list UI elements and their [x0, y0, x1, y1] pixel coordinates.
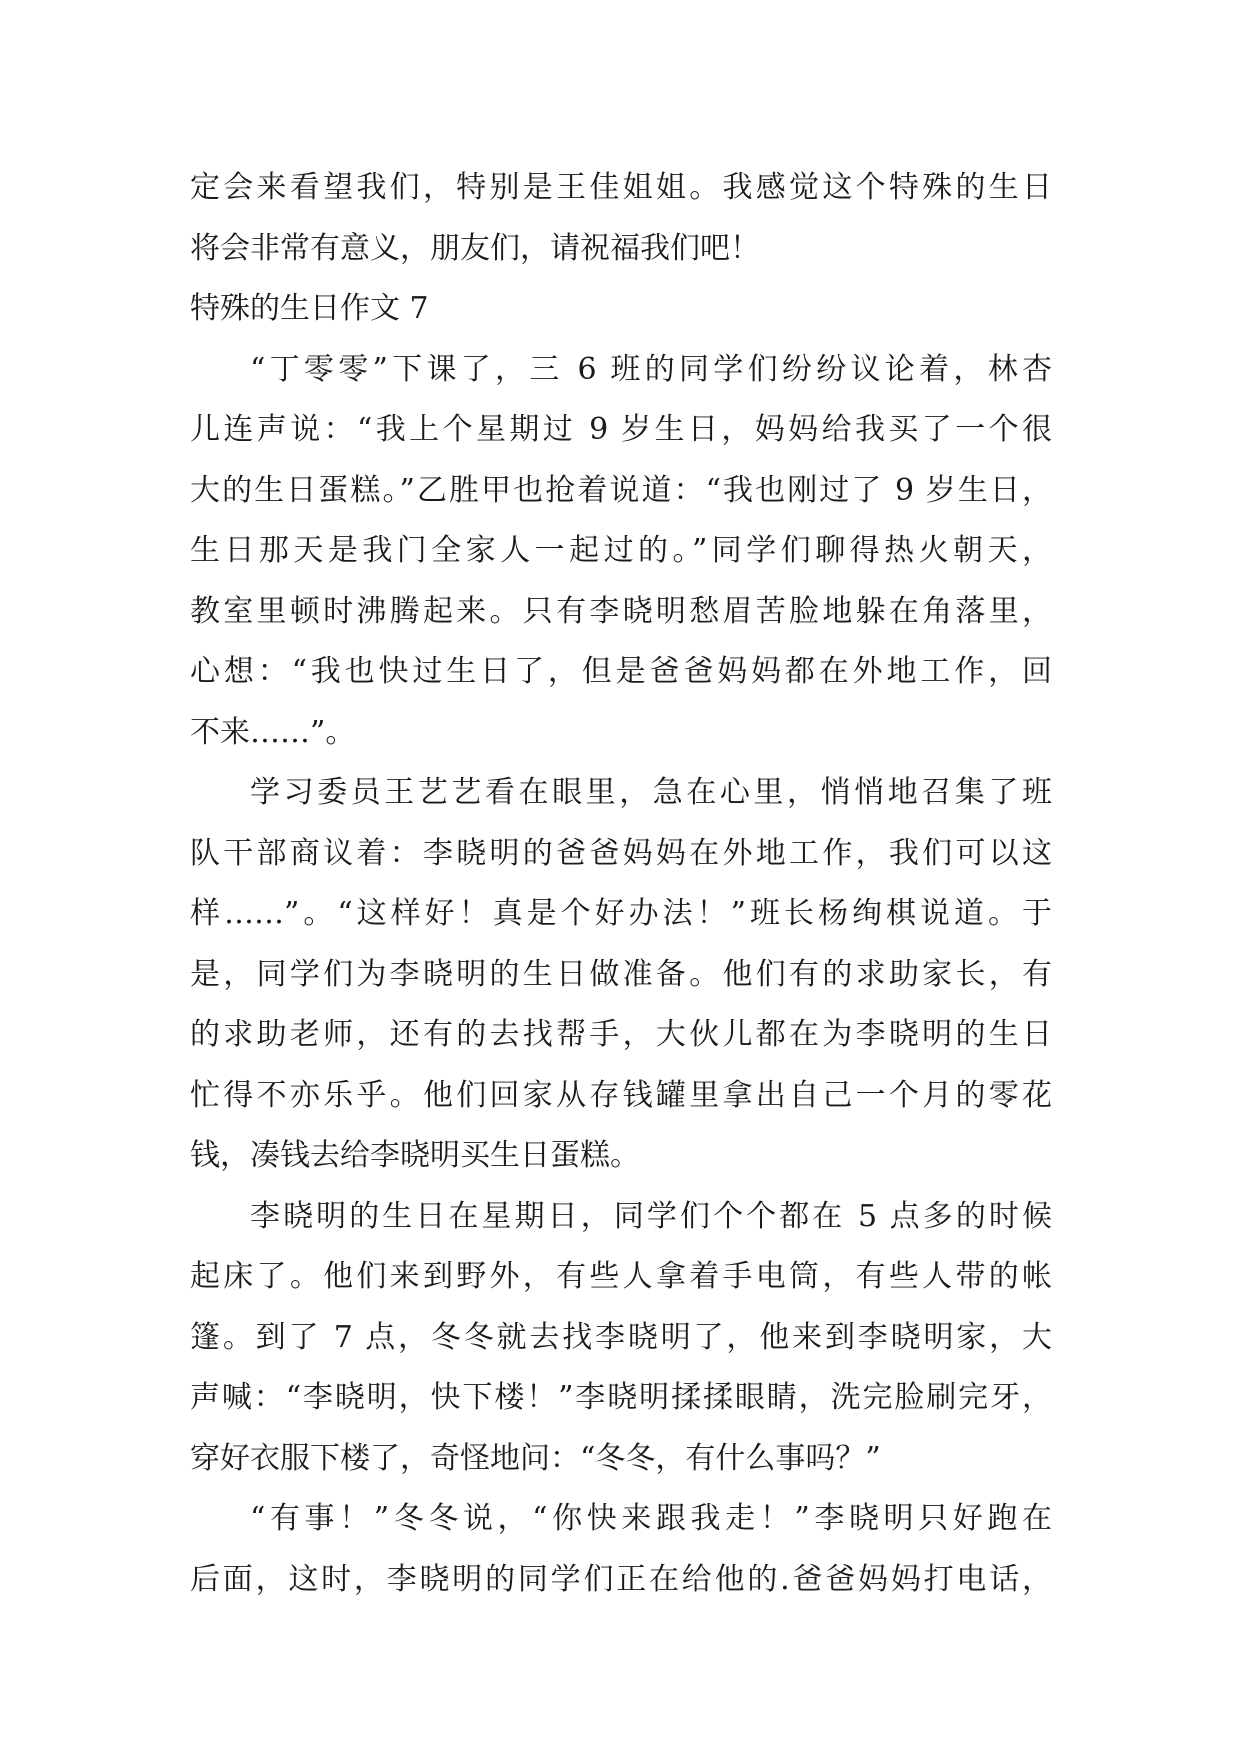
paragraph-first-line: 学习委员王艺艺看在眼里，急在心里，悄悄地召集了班: [250, 775, 1052, 810]
text-line: 忙得不亦乐乎。他们回家从存钱罐里拿出自己一个月的零花: [190, 1077, 1052, 1113]
text-line: 的求助老师，还有的去找帮手，大伙儿都在为李晓明的生日: [190, 1017, 1052, 1052]
text-line: 生日那天是我门全家人一起过的。”同学们聊得热火朝天，: [190, 533, 1052, 568]
paragraph-first-line: 李晓明的生日在星期日，同学们个个都在 5 点多的时候: [250, 1198, 1052, 1234]
text-line: 后面，这时，李晓明的同学们正在给他的.爸爸妈妈打电话，: [190, 1561, 1052, 1597]
text-line: 心想：“我也快过生日了，但是爸爸妈妈都在外地工作，回: [190, 654, 1052, 689]
text-line: 钱，凑钱去给李晓明买生日蛋糕。: [190, 1138, 640, 1173]
text-line: 样……”。“这样好！真是个好办法！”班长杨绚棋说道。于: [190, 896, 1052, 931]
section-heading: 特殊的生日作文 7: [190, 291, 429, 326]
text-line: 儿连声说：“我上个星期过 9 岁生日，妈妈给我买了一个很: [190, 412, 1052, 447]
text-line: 穿好衣服下楼了，奇怪地问：“冬冬，有什么事吗？”: [190, 1440, 881, 1476]
text-line: 声喊：“李晓明，快下楼！”李晓明揉揉眼睛，洗完脸刷完牙，: [190, 1380, 1052, 1415]
text-line: 教室里顿时沸腾起来。只有李晓明愁眉苦脸地躲在角落里，: [190, 593, 1052, 629]
article-body: [190, 158, 1052, 1610]
text-line: 篷。到了 7 点，冬冬就去找李晓明了，他来到李晓明家，大: [190, 1319, 1052, 1355]
paragraph-first-line: “有事！”冬冬说，“你快来跟我走！”李晓明只好跑在: [250, 1501, 1052, 1536]
text-line: 大的生日蛋糕。”乙胜甲也抢着说道：“我也刚过了 9 岁生日，: [190, 472, 1052, 508]
text-line: 定会来看望我们，特别是王佳姐姐。我感觉这个特殊的生日: [190, 170, 1052, 205]
text-line: 不来……”。: [190, 714, 356, 750]
text-line: 起床了。他们来到野外，有些人拿着手电筒，有些人带的帐: [190, 1259, 1052, 1294]
paragraph-first-line: “丁零零”下课了，三 6 班的同学们纷纷议论着，林杏: [250, 351, 1052, 387]
text-line: 将会非常有意义，朋友们，请祝福我们吧！: [190, 230, 760, 266]
text-line: 是，同学们为李晓明的生日做准备。他们有的求助家长，有: [190, 956, 1052, 992]
text-line: 队干部商议着：李晓明的爸爸妈妈在外地工作，我们可以这: [190, 835, 1052, 871]
